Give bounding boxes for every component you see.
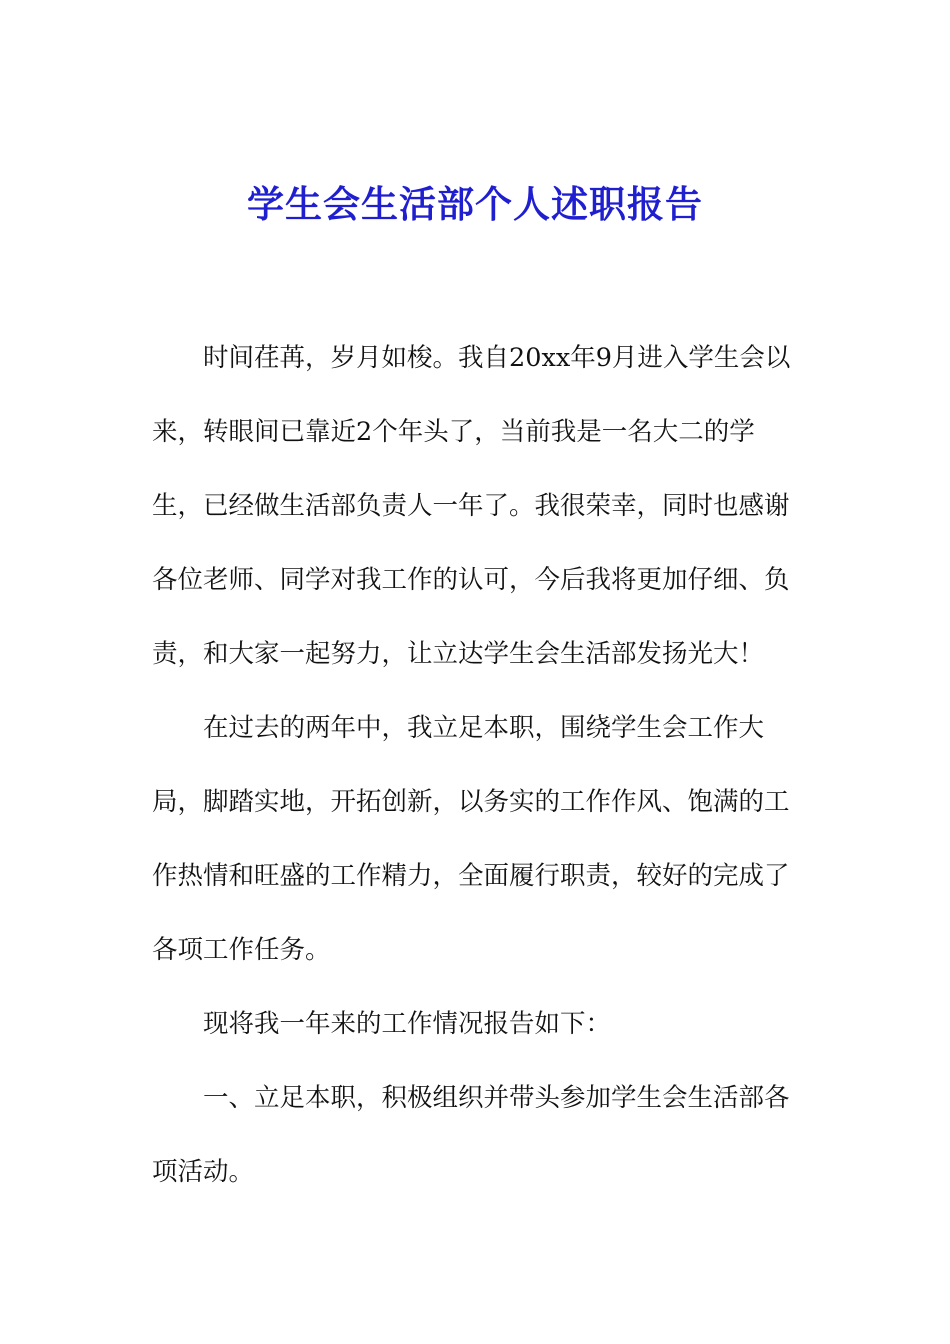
- document-body: [152, 321, 802, 1209]
- paragraph: 在过去的两年中，我立足本职，围绕学生会工作大局，脚踏实地，开拓创新，以务实的工作作风、饱满的工作热情和旺盛的工作精力，全面履行职责，较好的完成了各项工作任务。: [152, 713, 790, 965]
- paragraph: 一、立足本职，积极组织并带头参加学生会生活部各项活动。: [152, 1083, 790, 1187]
- paragraph: 时间荏苒，岁月如梭。我自20xx年9月进入学生会以来，转眼间已靠近2个年头了，当前我是一名大二的学生，已经做生活部负责人一年了。我很荣幸，同时也感谢各位老师、同学对我工作的认可，今后我将更加仔细、负责，和大家一起努力，让立达学生会生活部发扬光大！: [152, 343, 791, 669]
- paragraph: 现将我一年来的工作情况报告如下：: [203, 1009, 612, 1039]
- document-title: 学生会生活部个人述职报告: [247, 182, 703, 226]
